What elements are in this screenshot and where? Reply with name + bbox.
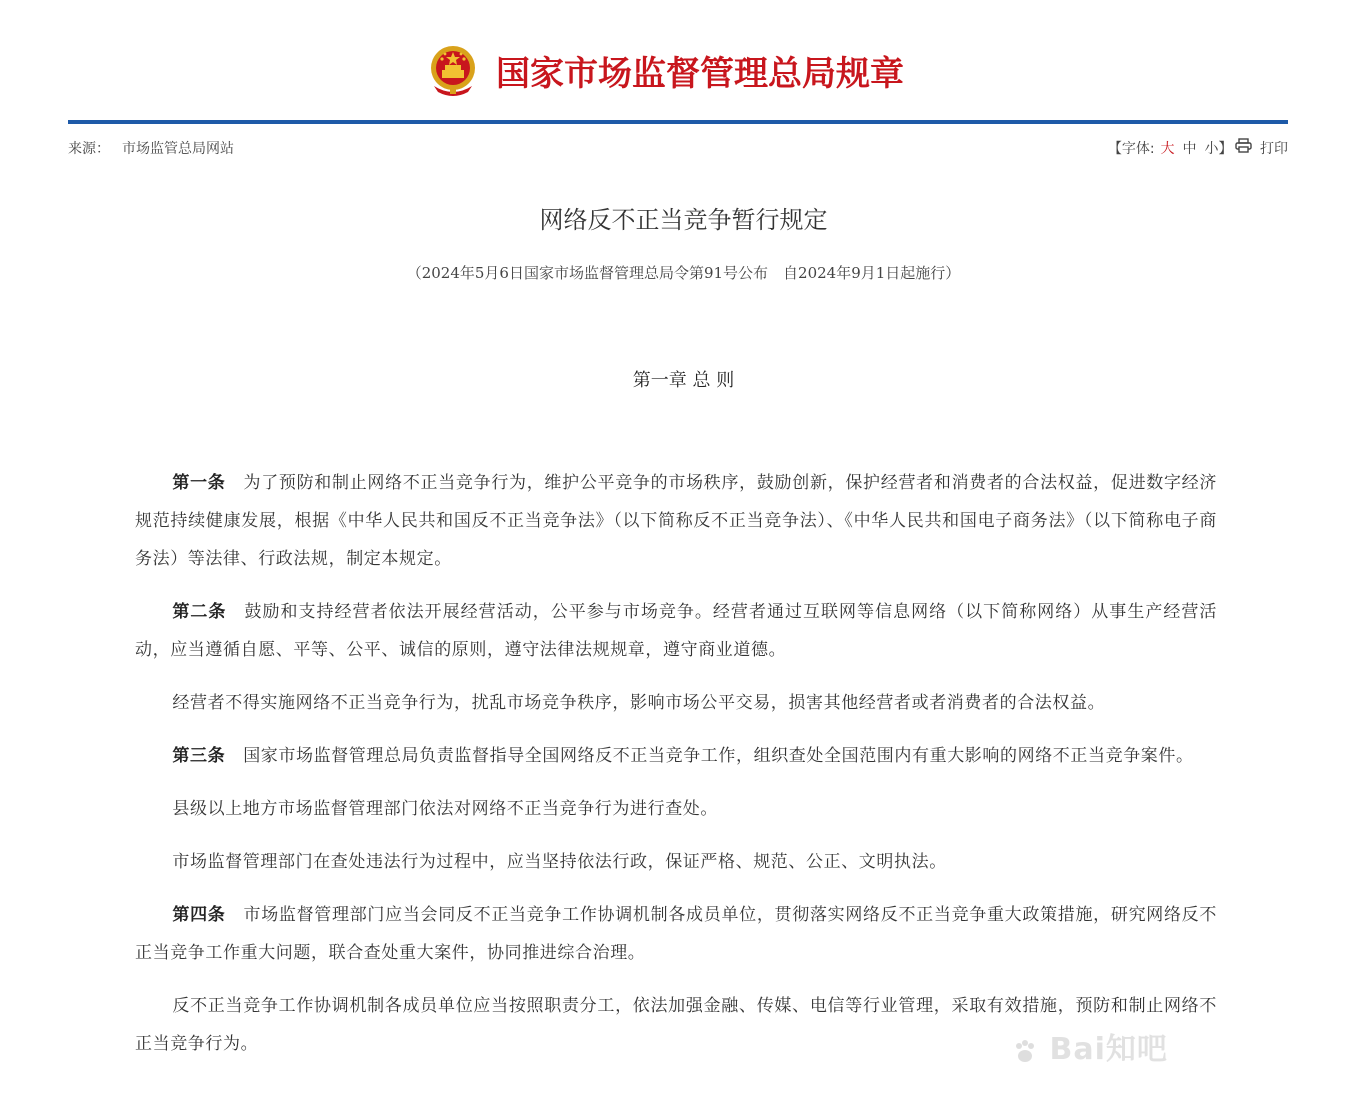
print-label: 打印 <box>1260 141 1288 157</box>
site-title: 国家市场监督管理总局规章 <box>496 53 904 94</box>
article-paragraph <box>135 464 1217 578</box>
paragraph-text: 国家市场监督管理总局负责监督指导全国网络反不正当竞争工作，组织查处全国范围内有重大影响的网络不正当竞争案件。 <box>243 746 1194 766</box>
article-number: 第三条 <box>172 746 226 766</box>
paragraph-text: 市场监督管理部门在查处违法行为过程中，应当坚持依法行政，保证严格、规范、公正、文明执法。 <box>172 852 947 872</box>
printer-icon <box>1235 138 1252 153</box>
paragraph <box>135 790 1217 828</box>
paragraph-text: 经营者不得实施网络不正当竞争行为，扰乱市场竞争秩序，影响市场公平交易，损害其他经营者或者消费者的合法权益。 <box>172 693 1106 713</box>
font-size-label: 【字体: <box>1107 141 1155 157</box>
paragraph-text: 县级以上地方市场监督管理部门依法对网络不正当竞争行为进行查处。 <box>172 799 718 819</box>
article-paragraph <box>135 593 1217 669</box>
paragraph <box>135 684 1217 722</box>
watermark-text: Bai知吧 <box>1049 1032 1168 1067</box>
article-number: 第四条 <box>172 905 226 925</box>
page-header <box>0 0 1367 120</box>
header-brand <box>428 40 904 100</box>
watermark <box>1012 1024 1212 1084</box>
article-paragraph <box>135 737 1217 775</box>
document-title: 网络反不正当竞争暂行规定 <box>539 206 828 234</box>
meta-bar <box>68 138 1288 160</box>
page-tools <box>1108 138 1288 158</box>
header-divider <box>68 120 1288 124</box>
paragraph-text: 反不正当竞争工作协调机制各成员单位应当按照职责分工，依法加强金融、传媒、电信等行业管理，采取有效措施，预防和制止网络不正当竞争行为。 <box>135 996 1217 1054</box>
document-subtitle: （2024年5月6日国家市场监督管理总局令第91号公布 自2024年9月1日起施行） <box>406 264 961 282</box>
paragraph-text: 为了预防和制止网络不正当竞争行为，维护公平竞争的市场秩序，鼓励创新，保护经营者和消费者的合法权益，促进数字经济规范持续健康发展，根据《中华人民共和国反不正当竞争法》（以下简称反不正当竞争法）、《中华人民共和国电子商务法》（以下简称电子商务法）等法律、行政法规，制定本规定。 <box>135 473 1217 569</box>
chapter-heading: 第一章 总 则 <box>632 370 735 391</box>
article-number: 第一条 <box>172 473 226 493</box>
paragraph <box>135 843 1217 881</box>
source-label: 来源： <box>68 141 110 157</box>
document-body <box>135 464 1217 1078</box>
article-number: 第二条 <box>172 602 227 622</box>
font-large-button[interactable]: 大 <box>1160 141 1175 157</box>
font-small-button[interactable]: 小】 <box>1204 141 1233 157</box>
source-value: 市场监管总局网站 <box>122 141 234 157</box>
source-info <box>68 138 234 158</box>
paragraph-text: 鼓励和支持经营者依法开展经营活动，公平参与市场竞争。经营者通过互联网等信息网络（以下简称网络）从事生产经营活动，应当遵循自愿、平等、公平、诚信的原则，遵守法律法规规章，遵守商业道德。 <box>135 602 1217 660</box>
national-emblem-icon <box>428 42 478 98</box>
paragraph-text: 市场监督管理部门应当会同反不正当竞争工作协调机制各成员单位，贯彻落实网络反不正当竞争重大政策措施，研究网络反不正当竞争工作重大问题，联合查处重大案件，协同推进综合治理。 <box>135 905 1217 963</box>
font-medium-button[interactable]: 中 <box>1182 141 1197 157</box>
article-paragraph <box>135 896 1217 972</box>
print-button[interactable] <box>1235 138 1288 158</box>
paw-icon <box>1012 1038 1038 1064</box>
